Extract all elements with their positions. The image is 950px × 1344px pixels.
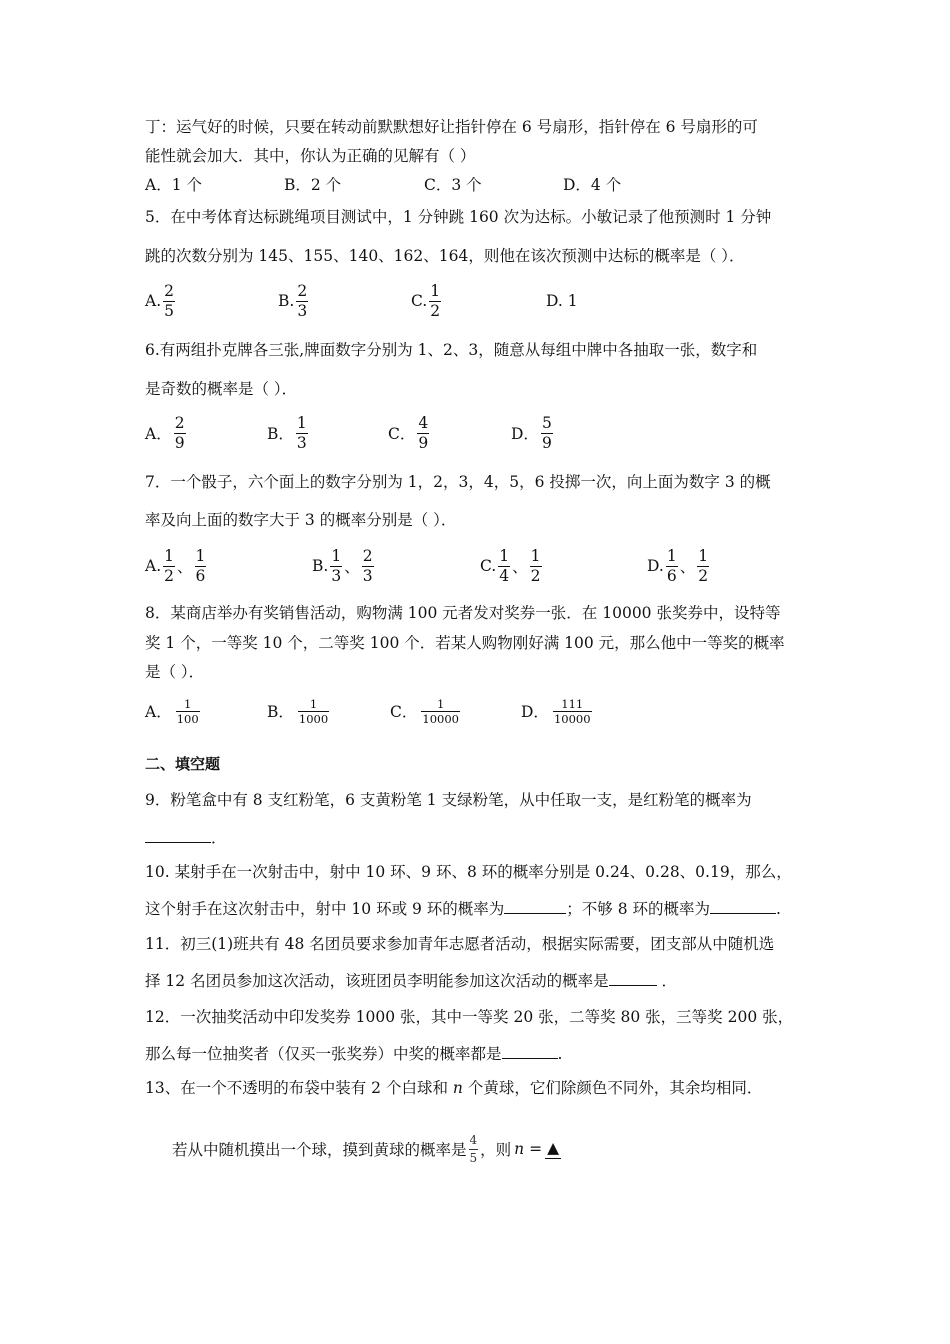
fraction <box>541 414 553 453</box>
option-label: B． <box>267 703 294 721</box>
fraction <box>174 414 186 453</box>
separator: 、 <box>512 558 528 576</box>
denominator: 9 <box>541 433 552 452</box>
q7-line-2: 率及向上面的数字大于 3 的概率分别是（ ）． <box>145 511 457 529</box>
q4-option-b: B．2 个 <box>284 176 342 194</box>
fraction <box>421 697 460 726</box>
punctuation: . <box>557 1045 563 1063</box>
denominator: 3 <box>296 433 307 452</box>
q5-option-b <box>278 277 310 325</box>
q8-line-1: 8．某商店举办有奖销售活动，购物满 100 元者发对奖券一张．在 10000 张奖券中，设特等 <box>145 604 781 622</box>
option-label: D. <box>647 557 664 575</box>
denominator: 10000 <box>553 711 591 726</box>
option-label: C. <box>411 292 428 310</box>
numerator: 1 <box>164 546 174 565</box>
q5-option-d <box>546 277 578 325</box>
text: 个黄球，它们除颜色不同外，其余均相同． <box>467 1079 763 1097</box>
fraction <box>298 697 329 726</box>
q7-options <box>145 542 765 590</box>
numerator: 4 <box>469 1132 479 1150</box>
q8-option-b <box>267 688 333 734</box>
denominator: 9 <box>174 433 185 452</box>
q6-option-b <box>267 409 310 457</box>
fraction <box>362 547 374 586</box>
q11-line-1: 11．初三(1)班共有 48 名团员要求参加青年志愿者活动，根据实际需要，团支部从中随机选 <box>145 935 775 953</box>
numerator: 1 <box>698 546 709 565</box>
denominator: 100 <box>176 711 199 726</box>
text: 若从中随机摸出一个球，摸到黄球的概率是 <box>172 1141 467 1159</box>
separator: 、 <box>344 558 360 576</box>
punctuation: ． <box>211 829 227 847</box>
q7-option-b <box>312 542 376 590</box>
denominator: 3 <box>331 566 342 585</box>
numerator: 1 <box>666 546 677 565</box>
q7-option-c <box>480 542 544 590</box>
numerator: 111 <box>553 697 592 712</box>
q6-option-d <box>511 409 555 457</box>
fraction <box>417 414 429 453</box>
denominator: 2 <box>698 566 709 585</box>
option-label: B. <box>278 292 295 310</box>
fraction <box>498 547 510 586</box>
q12-line-1: 12．一次抽奖活动中印发奖券 1000 张，其中一等奖 20 张，二等奖 80 张，三等奖 200 张， <box>145 1008 794 1026</box>
answer-blank[interactable] <box>545 1139 561 1159</box>
numerator: 1 <box>421 697 460 712</box>
numerator: 1 <box>176 697 200 712</box>
text: ，则 <box>480 1141 512 1159</box>
q6-option-a <box>145 409 188 457</box>
q8-options <box>145 688 765 734</box>
q7-line-1: 7．一个骰子，六个面上的数字分别为 1，2，3，4，5，6 投掷一次，向上面为数字 3 的概 <box>145 473 771 491</box>
option-label: A． <box>145 425 172 443</box>
answer-blank[interactable] <box>710 899 776 914</box>
fraction <box>163 547 175 586</box>
fraction <box>530 547 542 586</box>
fraction <box>697 547 709 586</box>
denominator: 6 <box>195 566 206 585</box>
denominator: 2 <box>430 301 441 320</box>
numerator: 4 <box>418 413 429 432</box>
option-label: A． <box>145 703 172 721</box>
fraction <box>296 414 308 453</box>
numerator: 2 <box>174 413 185 432</box>
denominator: 1000 <box>298 711 329 726</box>
punctuation: . <box>776 900 781 918</box>
option-label: C． <box>388 425 416 443</box>
q7-option-a <box>145 542 208 590</box>
numerator: 2 <box>164 281 174 300</box>
option-label: B． <box>267 425 294 443</box>
q9-line-1: 9．粉笔盒中有 8 支红粉笔，6 支黄粉笔 1 支绿粉笔，从中任取一支，是红粉笔的概率为 <box>145 791 752 809</box>
option-label: C. <box>480 557 497 575</box>
punctuation: ． <box>656 972 678 990</box>
fraction <box>163 282 175 321</box>
denominator: 3 <box>297 301 308 320</box>
section-heading: 二、填空题 <box>145 755 221 773</box>
denominator: 4 <box>499 566 510 585</box>
q4-option-a: A．1 个 <box>145 176 202 194</box>
q6-line-1: 6.有两组扑克牌各三张,牌面数字分别为 1、2、3，随意从每组中牌中各抽取一张，数字和 <box>145 341 758 359</box>
denominator: 5 <box>469 1150 478 1165</box>
fraction <box>330 547 342 586</box>
q5-line-2: 跳的次数分别为 145、155、140、162、164，则他在该次预测中达标的概率是（ ）． <box>145 247 745 265</box>
option-label: C． <box>390 703 418 721</box>
q8-line-3: 是（ ）． <box>145 663 205 681</box>
fraction <box>195 547 207 586</box>
numerator: 1 <box>430 281 441 300</box>
text: 13、在一个不透明的布袋中装有 2 个白球和 <box>145 1079 448 1097</box>
text: 这个射手在这次射击中，射中 10 环或 9 环的概率为 <box>145 900 505 918</box>
answer-blank[interactable] <box>502 1044 558 1059</box>
denominator: 2 <box>530 566 541 585</box>
option-label: D. 1 <box>546 292 578 310</box>
separator: 、 <box>177 558 193 576</box>
numerator: 1 <box>195 546 206 565</box>
fraction <box>176 697 200 726</box>
numerator: 1 <box>499 546 510 565</box>
denominator: 3 <box>362 566 373 585</box>
denominator: 2 <box>164 566 174 585</box>
q5-option-a <box>145 277 177 325</box>
fraction <box>553 697 592 726</box>
option-label: A. <box>145 557 162 575</box>
q6-options <box>145 409 765 457</box>
text: ；不够 8 环的概率为 <box>566 900 711 918</box>
q4-line-2: 能性就会加大．其中，你认为正确的见解有（ ） <box>145 147 476 165</box>
equation: n = <box>514 1140 543 1158</box>
text: 择 12 名团员参加这次活动，该班团员李明能参加这次活动的概率是 <box>145 972 609 990</box>
q5-option-c <box>411 277 443 325</box>
denominator: 9 <box>418 433 429 452</box>
q13-line-2 <box>172 1124 561 1174</box>
q4-option-d: D．4 个 <box>563 176 622 194</box>
q7-option-d <box>647 542 711 590</box>
denominator: 6 <box>666 566 677 585</box>
q12-line-2 <box>145 1044 562 1064</box>
q4-line-1: 丁：运气好的时候，只要在转动前默默想好让指针停在 6 号扇形，指针停在 6 号扇形的可 <box>145 118 758 136</box>
fraction <box>296 282 308 321</box>
triangle-icon: ▲ <box>547 1139 559 1157</box>
numerator: 1 <box>331 546 342 565</box>
answer-blank[interactable] <box>504 899 566 914</box>
answer-blank[interactable] <box>145 828 211 843</box>
text: 那么每一位抽奖者（仅买一张奖券）中奖的概率都是 <box>145 1045 502 1063</box>
option-label: A. <box>145 292 162 310</box>
separator: 、 <box>679 558 696 576</box>
q8-option-d <box>521 688 596 734</box>
numerator: 5 <box>541 413 552 432</box>
fraction <box>469 1132 479 1167</box>
denominator: 10000 <box>422 711 459 726</box>
numerator: 2 <box>362 546 373 565</box>
answer-blank[interactable] <box>609 971 657 986</box>
denominator: 5 <box>164 301 174 320</box>
numerator: 1 <box>298 697 329 712</box>
q8-option-a <box>145 688 204 734</box>
option-label: D． <box>511 425 539 443</box>
q5-options <box>145 277 765 325</box>
option-label: D． <box>521 703 549 721</box>
fraction <box>429 282 441 321</box>
numerator: 2 <box>297 281 308 300</box>
option-label: B. <box>312 557 329 575</box>
q6-option-c <box>388 409 431 457</box>
numerator: 1 <box>530 546 541 565</box>
q11-line-2 <box>145 971 677 991</box>
q8-line-2: 奖 1 个，一等奖 10 个，二等奖 100 个．若某人购物刚好满 100 元，那么他中一等奖的概率 <box>145 634 785 652</box>
q10-line-2 <box>145 899 781 919</box>
q6-line-2: 是奇数的概率是（ ）． <box>145 380 298 398</box>
q8-option-c <box>390 688 464 734</box>
fraction <box>666 547 678 586</box>
q5-line-1: 5．在中考体育达标跳绳项目测试中，1 分钟跳 160 次为达标。小敏记录了他预测时 1 分钟 <box>145 208 772 226</box>
q9-line-2 <box>145 828 227 848</box>
q13-line-1 <box>145 1078 762 1098</box>
q10-line-1: 10. 某射手在一次射击中，射中 10 环、9 环、8 环的概率分别是 0.24、0.28、0.19，那么， <box>145 863 792 881</box>
q4-option-c: C．3 个 <box>424 176 482 194</box>
numerator: 1 <box>296 413 307 432</box>
variable-n: n <box>452 1079 463 1097</box>
